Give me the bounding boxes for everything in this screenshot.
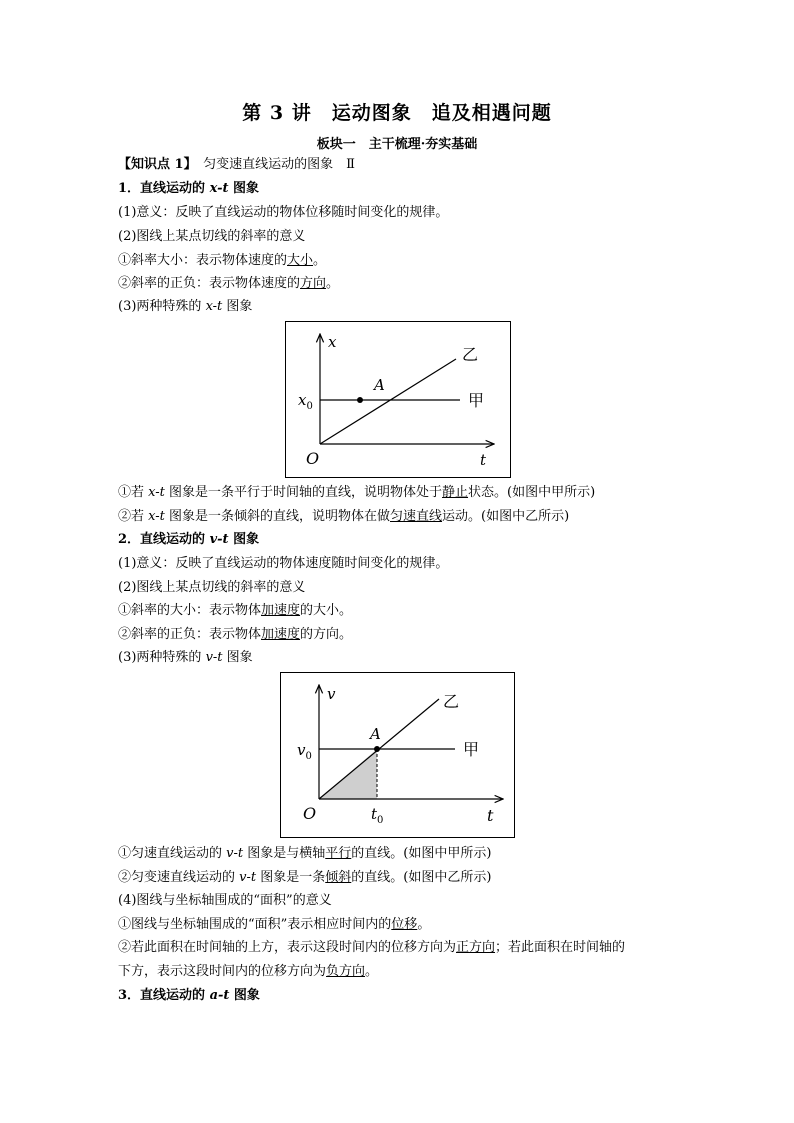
s2-line-5 — [118, 649, 253, 667]
vt-graph-figure — [280, 672, 515, 838]
s2-note-1-mid: 图象是与横轴 — [243, 846, 326, 861]
knowledge-text: 匀变速直线运动的图象 Ⅱ — [190, 157, 355, 172]
s2-note-1-var: v-t — [226, 846, 244, 861]
s3-heading-var: a-t — [209, 988, 230, 1003]
s1-line-4-pre: ②斜率的正负：表示物体速度的 — [118, 276, 301, 291]
s1-line-4-underline: 方向 — [300, 276, 327, 291]
s1-note-1 — [118, 484, 595, 502]
s1-line-5-pre: (3)两种特殊的 — [118, 299, 206, 314]
s2-note-2-pre: ②匀变速直线运动的 — [118, 870, 240, 885]
s1-note-2 — [118, 508, 569, 526]
s2-line-3 — [118, 602, 352, 620]
s3-heading-pre: 3．直线运动的 — [118, 988, 210, 1003]
vt-graph-svg — [281, 673, 514, 837]
s2-note-2-var: v-t — [239, 870, 257, 885]
s1-heading-pre: 1．直线运动的 — [118, 181, 210, 196]
s2-line-4 — [118, 626, 352, 644]
vt-x-axis-label: t — [487, 806, 494, 825]
s2-note-2-underline: 倾斜 — [325, 870, 352, 885]
s2-line-7-underline: 位移 — [391, 917, 418, 932]
s1-heading-var: x-t — [209, 181, 229, 196]
vt-point-a — [374, 746, 380, 752]
s2-line-4-post: 的方向。 — [300, 627, 353, 642]
s3-heading-post: 图象 — [229, 988, 260, 1003]
page-title: 第 3 讲 运动图象 追及相遇问题 — [242, 102, 552, 124]
s1-note-2-pre: ②若 — [118, 509, 149, 524]
s2-note-1 — [118, 845, 491, 863]
xt-point-a — [357, 397, 363, 403]
vt-line-yi-label: 乙 — [443, 692, 460, 711]
s2-note-1-underline: 平行 — [325, 846, 352, 861]
s2-note-2 — [118, 869, 491, 887]
s2-line-5-var: v-t — [205, 650, 223, 665]
s1-line-1: (1)意义：反映了直线运动的物体位移随时间变化的规律。 — [118, 205, 449, 220]
s2-line-3-underline: 加速度 — [261, 603, 301, 618]
s2-line-7 — [118, 916, 430, 934]
s2-line-9-post: 。 — [365, 964, 379, 979]
s1-heading-post: 图象 — [228, 181, 260, 196]
s2-line-7-post: 。 — [417, 917, 431, 932]
xt-line-yi-label: 乙 — [462, 345, 479, 364]
s2-line-5-post: 图象 — [222, 650, 253, 665]
s2-note-2-post: 的直线。(如图中乙所示) — [351, 870, 492, 885]
xt-point-a-label: A — [374, 376, 385, 394]
vt-t0-label: $t_0$ — [371, 805, 384, 826]
s2-line-3-post: 的大小。 — [300, 603, 353, 618]
s2-heading-pre: 2．直线运动的 — [118, 532, 210, 547]
s2-line-8 — [118, 939, 625, 957]
s1-heading — [118, 180, 259, 198]
s2-heading-var: v-t — [209, 532, 229, 547]
s2-line-3-pre: ①斜率的大小：表示物体 — [118, 603, 262, 618]
s3-heading — [118, 987, 260, 1005]
s1-note-2-var: x-t — [148, 509, 165, 524]
s2-line-5-pre: (3)两种特殊的 — [118, 650, 206, 665]
s2-heading-post: 图象 — [228, 532, 260, 547]
s2-line-9-underline: 负方向 — [326, 964, 366, 979]
s2-line-1: (1)意义：反映了直线运动的物体速度随时间变化的规律。 — [118, 556, 449, 571]
s2-note-1-pre: ①匀速直线运动的 — [118, 846, 227, 861]
s2-line-8-post: ；若此面积在时间轴的 — [495, 940, 626, 955]
knowledge-point-heading — [118, 156, 355, 174]
s1-note-1-var: x-t — [148, 485, 165, 500]
xt-y-axis-label: x — [328, 333, 337, 351]
s1-line-5-post: 图象 — [222, 299, 253, 314]
s2-line-2: (2)图线上某点切线的斜率的意义 — [118, 580, 306, 595]
s2-note-1-post: 的直线。(如图中甲所示) — [351, 846, 492, 861]
xt-origin-label: O — [306, 449, 320, 468]
s2-note-2-mid: 图象是一条 — [256, 870, 326, 885]
s2-line-7-pre: ①图线与坐标轴围成的“面积”表示相应时间内的 — [118, 917, 392, 932]
vt-y-axis-label: v — [327, 685, 336, 703]
xt-line-jia-label: 甲 — [468, 391, 485, 410]
s1-note-1-post: 状态。(如图中甲所示) — [468, 485, 596, 500]
s2-line-8-pre: ②若此面积在时间轴的上方，表示这段时间内的位移方向为 — [118, 940, 457, 955]
s1-line-3 — [118, 252, 326, 270]
vt-v0-label: $v_0$ — [297, 741, 312, 762]
s1-line-5-var: x-t — [205, 299, 223, 314]
s1-line-2: (2)图线上某点切线的斜率的意义 — [118, 229, 306, 244]
s2-line-6: (4)图线与坐标轴围成的“面积”的意义 — [118, 893, 332, 908]
xt-graph-figure — [285, 321, 511, 478]
s1-line-3-post: 。 — [313, 253, 327, 268]
s2-heading — [118, 531, 259, 549]
s1-note-2-post: 运动。(如图中乙所示) — [442, 509, 570, 524]
s1-line-5 — [118, 298, 252, 316]
s1-line-3-underline: 大小 — [287, 253, 314, 268]
xt-x0-label: $x_0$ — [298, 391, 313, 412]
s2-line-4-underline: 加速度 — [261, 627, 301, 642]
s1-note-2-underline: 匀速直线 — [390, 509, 443, 524]
s1-note-1-pre: ①若 — [118, 485, 149, 500]
s1-note-1-mid: 图象是一条平行于时间轴的直线，说明物体处于 — [164, 485, 443, 500]
vt-line-jia-label: 甲 — [463, 740, 480, 759]
s2-line-4-pre: ②斜率的正负：表示物体 — [118, 627, 262, 642]
xt-x-axis-label: t — [480, 451, 487, 469]
s1-note-1-underline: 静止 — [442, 485, 469, 500]
s1-line-4-post: 。 — [326, 276, 340, 291]
s2-line-9-pre: 下方，表示这段时间内的位移方向为 — [118, 964, 327, 979]
s2-line-8-underline: 正方向 — [456, 940, 496, 955]
s2-line-9 — [118, 963, 378, 981]
knowledge-tag: 【知识点 1】 — [118, 157, 191, 172]
s1-note-2-mid: 图象是一条倾斜的直线，说明物体在做 — [164, 509, 391, 524]
section-subtitle: 板块一 主干梳理·夯实基础 — [316, 137, 478, 152]
xt-line-yi — [320, 359, 456, 444]
vt-origin-label: O — [303, 804, 317, 823]
vt-point-a-label: A — [370, 725, 381, 743]
s1-line-3-pre: ①斜率大小：表示物体速度的 — [118, 253, 288, 268]
xt-graph-svg — [286, 322, 510, 477]
s1-line-4 — [118, 275, 339, 293]
